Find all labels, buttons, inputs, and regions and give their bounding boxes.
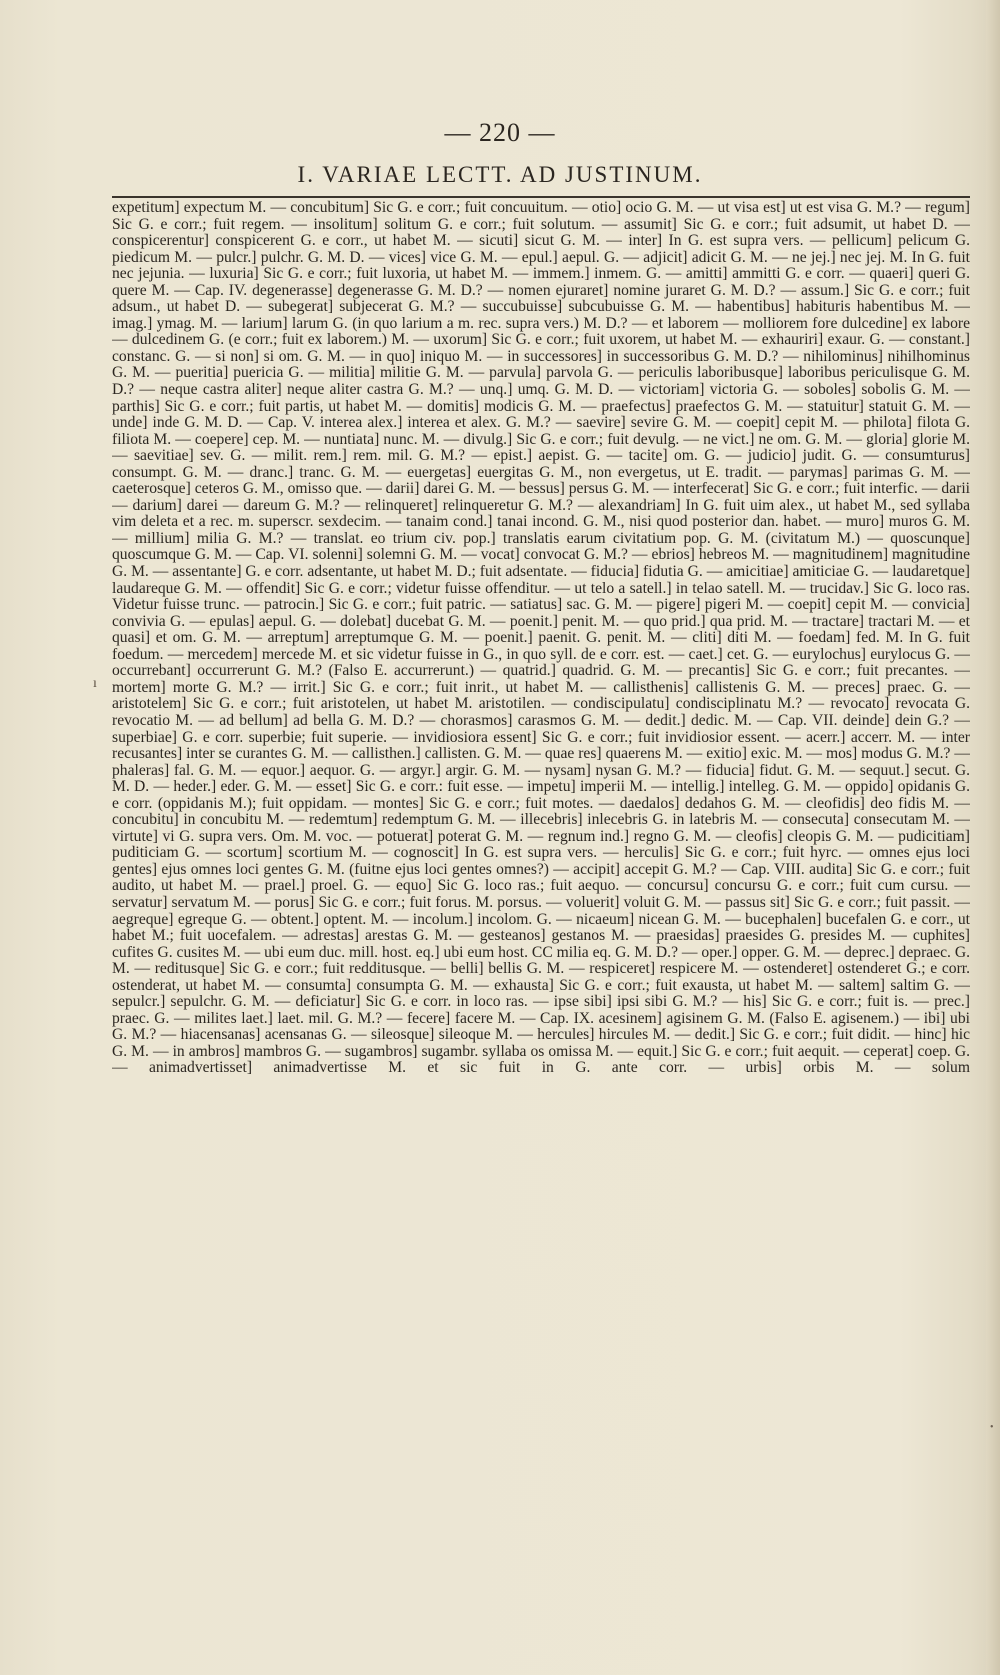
apparatus-paragraph: expetitum] expectum M. — concubitum] Sic G. e corr.; fuit concuuitum. — otio] ocio G. M. — ut visa est] ut est visa G. M.? — regum] Sic G. e corr.; fuit regem. — insolitum] solitum G. e corr.; fuit solutum. — assumit] Sic G. e corr.; fuit adsumit, ut habet D. — conspicerentur] conspicerent G. e corr., ut habet M. — sicuti] sicut G. M. — inter] In G. est supra vers. — pellicum] pelicum G. piedicum M. — pulcr.] pulchr. G. M. D. — vices] vice G. M. — epul.] aepul. G. — adjicit] adicit G. M. — ne jej.] nec jej. M. In G. fuit nec jejunia. — luxuria] Sic G. e corr.; fuit luxoria, ut habet M. — immem.] inmem. G. — amitti] ammitti G. e corr. — quaeri] queri G. quere M. — Cap. IV. degenerasse] degenerasse G. M. D.? — nomen ejuraret] nomine juraret G. M. D.? — assum.] Sic G. e corr.; fuit adsum., ut habet D. — subegerat] subjecerat G. M.? — succubuisse] subcubuisse G. M. — habentibus] habituris habentibus M. — imag.] ymag. M. — larium] larum G. (in quo larium a m. rec. supra vers.) M. D.? — et laborem — molliorem fore dulcedine] ex labore — dulcedinem G. (e corr.; fuit ex laborem.) M. — uxorum] Sic G. e corr.; fuit uxorem, ut habet M. — exhauriri] exaur. G. — constant.] constanc. G. — si non] si om. G. M. — in quo] iniquo M. — in successores] in successoribus G. M. D.? — nihilominus] nihilhominus G. M. — pueritia] puericia G. — militia] militie G. M. — parvula] parvola G. — periculis laboribusque] laboribus periculisque G. M. D.? — neque castra aliter] neque aliter castra G. M.? — unq.] umq. G. M. D. — victoriam] victoria G. — soboles] sobolis G. M. — parthis] Sic G. e corr.; fuit partis, ut habet M. — domitis] modicis G. M. — praefectus] praefectos G. M. — statuitur] statuit G. M. — unde] inde G. M. D. — Cap. V. interea alex.] interea et alex. G. M.? — saevire] sevire G. M. — coepit] cepit M. — philota] filota G. filiota M. — coepere] cep. M. — nuntiata] nunc. M. — divulg.] Sic G. e corr.; fuit devulg. — ne vict.] ne om. G. M. — gloria] glorie M. — saevitiae] sev. G. — milit. rem.] rem. mil. G. M.? — epist.] aepist. G. — tacite] om. G. — judicio] judit. G. — consumturus] consumpt. G. M. — dranc.] tranc. G. M. — euergetas] euergitas G. M., non evergetus, ut E. tradit. — parymas] parimas G. M. — caeterosque] ceteros G. M., omisso que. — darii] darei G. M. — bessus] persus G. M. — interfecerat] Sic G. e corr.; fuit interfic. — darii — darium] darei — dareum G. M.? — relinqueret] relinqueretur G. M.? — alexandriam] In G. fuit uim alex., ut habet M., sed syllaba vim deleta et a rec. m. superscr. sexdecim. — tanaim cond.] tanai incond. G. M., nisi quod posterior dan. habet. — muro] muros G. M. — millium] milia G. M.? — translat. eo trium civ. pop.] translatis earum civitatium pop. G. M. (civitatum M.) — quoscunque] quoscumque G. M. — Cap. VI. solenni] solemni G. M. — vocat] convocat G. M.? — ebrios] hebreos M. — magnitudinem] magnitudine G. M. — assentante] G. e corr. adsentante, ut habet M. D.; fuit adsentate. — fiducia] fidutia G. — amicitiae] amiticiae G. — laudaretque] laudareque G. M. — offendit] Sic G. e corr.; videtur fuisse offenditur. — ut telo a satell.] in telao satell. M. — trucidav.] Sic G. loco ras. Videtur fuisse trunc. — patrocin.] Sic G. e corr.; fuit patric. — satiatus] sac. G. M. — pigere] pigeri M. — coepit] cepit M. — convicia] convivia G. — epulas] aepul. G. — dolebat] ducebat G. M. — poenit.] penit. M. — quo prid.] qua prid. M. — tractare] tractari M. — et quasi] et om. G. M. — arreptum] arreptumque G. M. — poenit.] paenit. G. penit. M. — cliti] diti M. — foedam] fed. M. In G. fuit foedum. — mercedem] mercede M. et sic videtur fuisse in G., in quo syll. de e corr. est. — caet.] cet. G. — eurylochus] eurylocus G. — occurrebant] occurrerunt G. M.? (Falso E. accurrerunt.) — quatrid.] quadrid. G. M. — precantis] Sic G. e corr.; fuit precantes. — mortem] morte G. M.? — irrit.] Sic G. e corr.; fuit inrit., ut habet M. — callisthenis] callistenis G. M. — preces] praec. G. — aristotelem] Sic G. e corr.; fuit aristotelen, ut habet M. aristotilen. — condiscipulatu] condisciplinatu M.? — revocato] revocata G. revocatio M. — ad bellum] ad bella G. M. D.? — chorasmos] carasmos G. M. — dedit.] dedic. M. — Cap. VII. deinde] dein G.? — superbiae] G. e corr. superbie; fuit superie. — invidiosiora essent] Sic G. e corr.; fuit invidiosior essent. — acerr.] accerr. M. — inter recusantes] inter se curantes G. M. — callisthen.] callisten. G. M. — quae res] quaerens M. — exitio] exic. M. — mos] modus G. M.? — phaleras] fal. G. M. — equor.] aequor. G. — argyr.] argir. G. M. — nysam] nysan G. M.? — fiducia] fidut. G. M. — sequut.] secut. G. M. D. — heder.] eder. G. M. — esset] Sic G. e corr.: fuit esse. — impetu] imperii M. — intellig.] intelleg. G. M. — oppido] opidanis G. e corr. (oppidanis M.); fuit oppidam. — montes] Sic G. e corr.; fuit motes. — daedalos] dedahos G. M. — cleofidis] deo fidis M. — concubitu] in concubitu M. — redemtum] redemptum G. M. — illecebris] inlecebris G. in latebris M. — consecuta] consecutam M. — virtute] vi G. supra vers. Om. M. voc. — potuerat] poterat G. M. — regnum ind.] regno G. M. — cleofis] cleopis G. M. — pudicitiam] puditiciam G. — scortum] scortium M. — cognoscit] In G. est supra vers. — herculis] Sic G. e corr.; fuit hyrc. — omnes ejus loci gentes] ejus omnes loci gentes G. M. (fuitne ejus loci gentes omnes?) — accipit] accepit G. M.? — Cap. VIII. audita] Sic G. e corr.; fuit audito, ut habet M. — prael.] proel. G. — equo] Sic G. loco ras.; fuit aequo. — concursu] concursu G. e corr.; fuit cum cursu. — servatur] servatum M. — porus] Sic G. e corr.; fuit forus. M. porsus. — voluerit] voluit G. M. — passus sit] Sic G. e corr.; fuit passit. — aegreque] egreque G. — obtent.] optent. M. — incolum.] incolom. G. — nicaeum] nicean G. M. — bucephalen] bucefalen G. e corr., ut habet M.; fuit uocefalem. — adrestas] arestas G. M. — gesteanos] gestanos M. — praesidas] praesides G. presides M. — cuphites] cufites G. cusites M. — ubi eum duc. mill. host. eq.] ubi eum host. CC milia eq. G. M. D.? — oper.] opper. G. M. — deprec.] depraec. G. M. — reditusque] Sic G. e corr.; fuit redditusque. — belli] bellis G. M. — respiceret] respicere M. — ostenderet] ostenderet G.; e corr. ostenderat, ut habet M. — consumta] consumpta G. M. — exhausta] Sic G. e corr.; fuit exausta, ut habet M. — saltem] saltim G. — sepulcr.] sepulchr. G. M. — deficiatur] Sic G. e corr. in loco ras. — ipse sibi] ipsi sibi G. M.? — his] Sic G. e corr.; fuit is. — prec.] praec. G. — milites laet.] laet. mil. G. M.? — fecere] facere M. — Cap. IX. acesinem] agisinem G. M. (Falso E. agisenem.) — ibi] ubi G. M.? — hiacensanas] acensanas G. — sileosque] sileoque M. — hercules] hircules M. — dedit.] Sic G. e corr.; fuit didit. — hinc] hic G. M. — in ambros] mambros G. — sugambros] sugambr. syllaba os omissa M. — equit.] Sic G. e corr.; fuit aequit. — ceperat] coep. G. — animadvertisset] animadvertisse M. et sic fuit in G. ante corr. — urbis] orbis M. — solum bbox=[112, 200, 970, 1077]
margin-mark-right: • bbox=[990, 1422, 994, 1433]
critical-apparatus-text bbox=[112, 200, 970, 1650]
page-number: — 220 — bbox=[444, 118, 556, 147]
margin-mark: ı bbox=[93, 676, 97, 691]
header-rule bbox=[112, 196, 970, 198]
running-title: I. VARIAE LECTT. AD JUSTINUM. bbox=[297, 162, 703, 187]
